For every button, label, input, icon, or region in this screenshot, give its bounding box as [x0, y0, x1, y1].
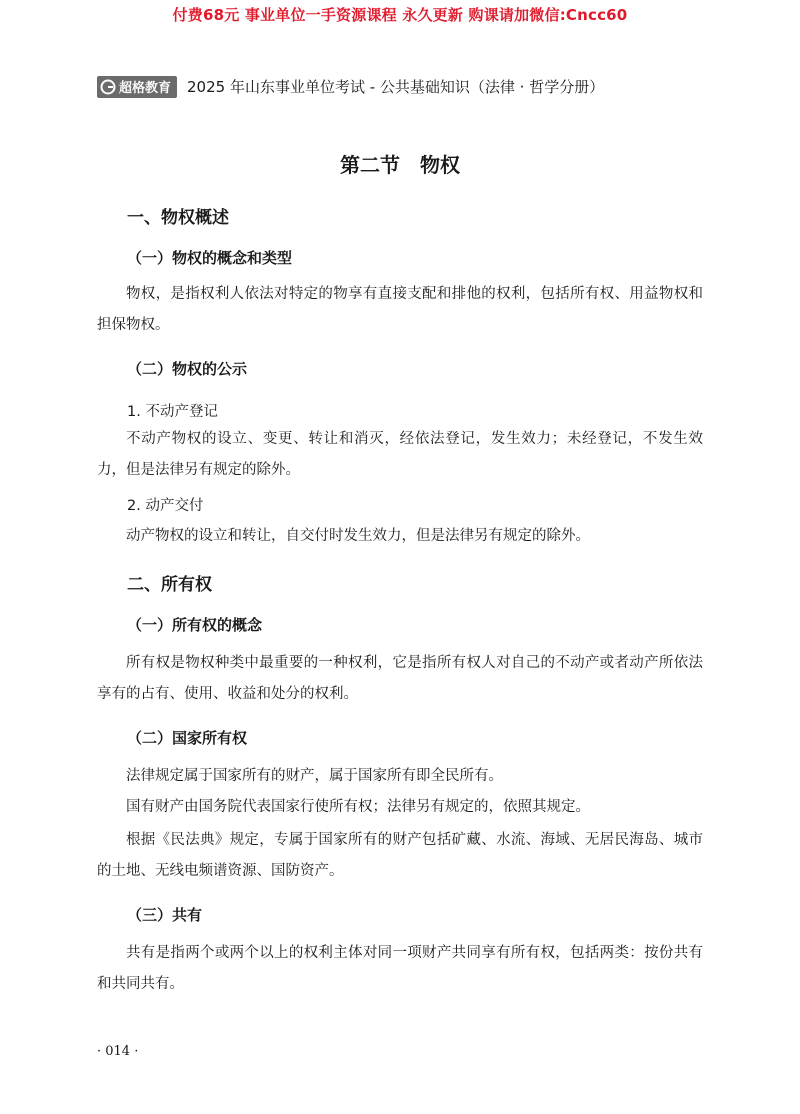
- header-title: 2025 年山东事业单位考试 - 公共基础知识（法律 · 哲学分册）: [187, 78, 605, 96]
- heading-ownership: 二、所有权: [127, 575, 212, 595]
- heading-co-ownership: （三）共有: [127, 906, 203, 924]
- section-title: 第二节 物权: [340, 153, 460, 177]
- heading-ownership-concept: （一）所有权的概念: [127, 616, 263, 634]
- heading-concept-types: （一）物权的概念和类型: [127, 249, 293, 267]
- paragraph: 根据《民法典》规定，专属于国家所有的财产包括矿藏、水流、海域、无居民海岛、城市的土地、无线电频谱资源、国防资产。: [97, 832, 703, 879]
- paragraph: 动产物权的设立和转让，自交付时发生效力，但是法律另有规定的除外。: [126, 528, 590, 544]
- heading-property-overview: 一、物权概述: [127, 208, 229, 228]
- page-number: · 014 ·: [97, 1044, 139, 1059]
- logo-text: 超格教育: [119, 81, 172, 96]
- heading-publicity: （二）物权的公示: [127, 360, 248, 378]
- paragraph: 不动产物权的设立、变更、转让和消灭，经依法登记，发生效力；未经登记，不发生效力，但是法律另有规定的除外。: [97, 431, 703, 478]
- logo-icon: [100, 79, 116, 95]
- heading-real-estate-registration: 1. 不动产登记: [127, 404, 218, 420]
- paragraph: 国有财产由国务院代表国家行使所有权；法律另有规定的，依照其规定。: [126, 799, 590, 815]
- heading-state-ownership: （二）国家所有权: [127, 729, 248, 747]
- paragraph: 法律规定属于国家所有的财产，属于国家所有即全民所有。: [126, 768, 503, 784]
- publisher-logo: [97, 76, 177, 98]
- paragraph: 所有权是物权种类中最重要的一种权利，它是指所有权人对自己的不动产或者动产所依法享有的占有、使用、收益和处分的权利。: [97, 655, 703, 702]
- paragraph: 物权，是指权利人依法对特定的物享有直接支配和排他的权利，包括所有权、用益物权和担保物权。: [97, 286, 703, 333]
- watermark-banner: 付费68元 事业单位一手资源课程 永久更新 购课请加微信:Cncc60: [172, 6, 628, 24]
- heading-movable-delivery: 2. 动产交付: [127, 498, 204, 514]
- paragraph: 共有是指两个或两个以上的权利主体对同一项财产共同享有所有权，包括两类：按份共有和共同共有。: [97, 945, 703, 992]
- page-header: [97, 75, 604, 98]
